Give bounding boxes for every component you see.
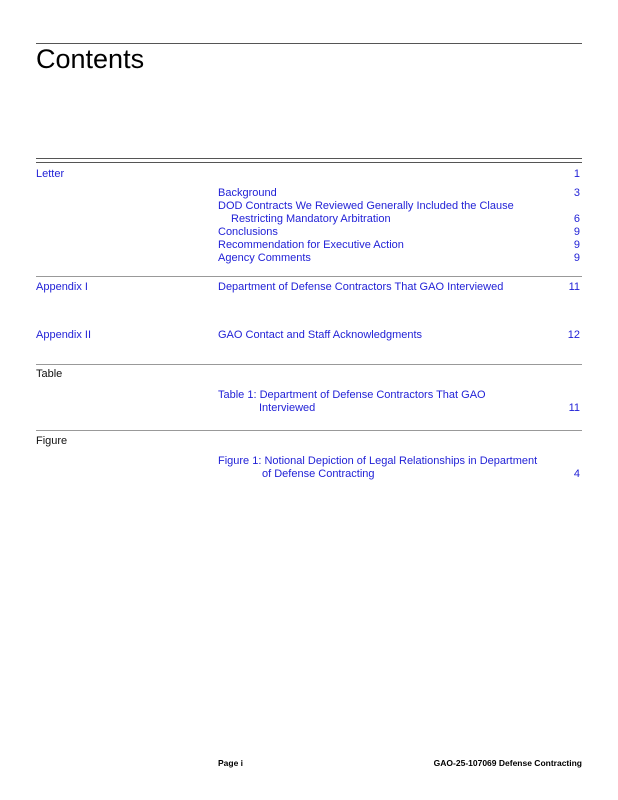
appendix-1-page[interactable]: 11 — [568, 281, 580, 293]
letter-link[interactable]: Letter — [36, 168, 65, 180]
contents-rule-upper — [36, 158, 582, 159]
figure-1-entry[interactable]: Figure 1: Notional Depiction of Legal Relationships in Department — [218, 455, 538, 467]
table-section-heading: Table — [36, 368, 63, 380]
toc-entry-agency-comments[interactable]: Agency Comments — [218, 252, 311, 264]
toc-entry-conclusions-page[interactable]: 9 — [573, 226, 580, 238]
appendix-2-title[interactable]: GAO Contact and Staff Acknowledgments — [218, 329, 423, 341]
table-1-entry-cont[interactable]: Interviewed — [259, 402, 316, 414]
page-title: Contents — [36, 44, 145, 74]
figure-1-entry-cont[interactable]: of Defense Contracting — [262, 468, 375, 480]
divider-figure — [36, 430, 582, 431]
toc-entry-recommendation[interactable]: Recommendation for Executive Action — [218, 239, 404, 251]
toc-entry-background[interactable]: Background — [218, 187, 277, 199]
toc-entry-dod-contracts-page[interactable]: 6 — [573, 213, 580, 225]
appendix-1-title[interactable]: Department of Defense Contractors That GAO Interviewed — [218, 281, 504, 293]
divider-table — [36, 364, 582, 365]
letter-page[interactable]: 1 — [573, 168, 580, 180]
figure-section-heading: Figure — [36, 435, 68, 447]
toc-entry-dod-contracts[interactable]: DOD Contracts We Reviewed Generally Included the Clause — [218, 200, 514, 212]
table-1-entry[interactable]: Table 1: Department of Defense Contractors That GAO — [218, 389, 486, 401]
contents-rule-lower — [36, 162, 582, 163]
divider-appendix-1 — [36, 276, 582, 277]
appendix-1-link[interactable]: Appendix I — [36, 281, 88, 293]
footer-page-number: Page i — [218, 758, 244, 768]
toc-entry-background-page[interactable]: 3 — [573, 187, 580, 199]
toc-entry-dod-contracts-cont[interactable]: Restricting Mandatory Arbitration — [231, 213, 391, 225]
toc-entry-agency-comments-page[interactable]: 9 — [573, 252, 580, 264]
table-1-page[interactable]: 11 — [568, 402, 580, 414]
figure-1-page[interactable]: 4 — [573, 468, 580, 480]
appendix-2-page[interactable]: 12 — [567, 329, 580, 341]
appendix-2-link[interactable]: Appendix II — [36, 329, 92, 341]
toc-entry-recommendation-page[interactable]: 9 — [573, 239, 580, 251]
footer-report-id: GAO-25-107069 Defense Contracting — [433, 758, 582, 768]
toc-entry-conclusions[interactable]: Conclusions — [218, 226, 278, 238]
